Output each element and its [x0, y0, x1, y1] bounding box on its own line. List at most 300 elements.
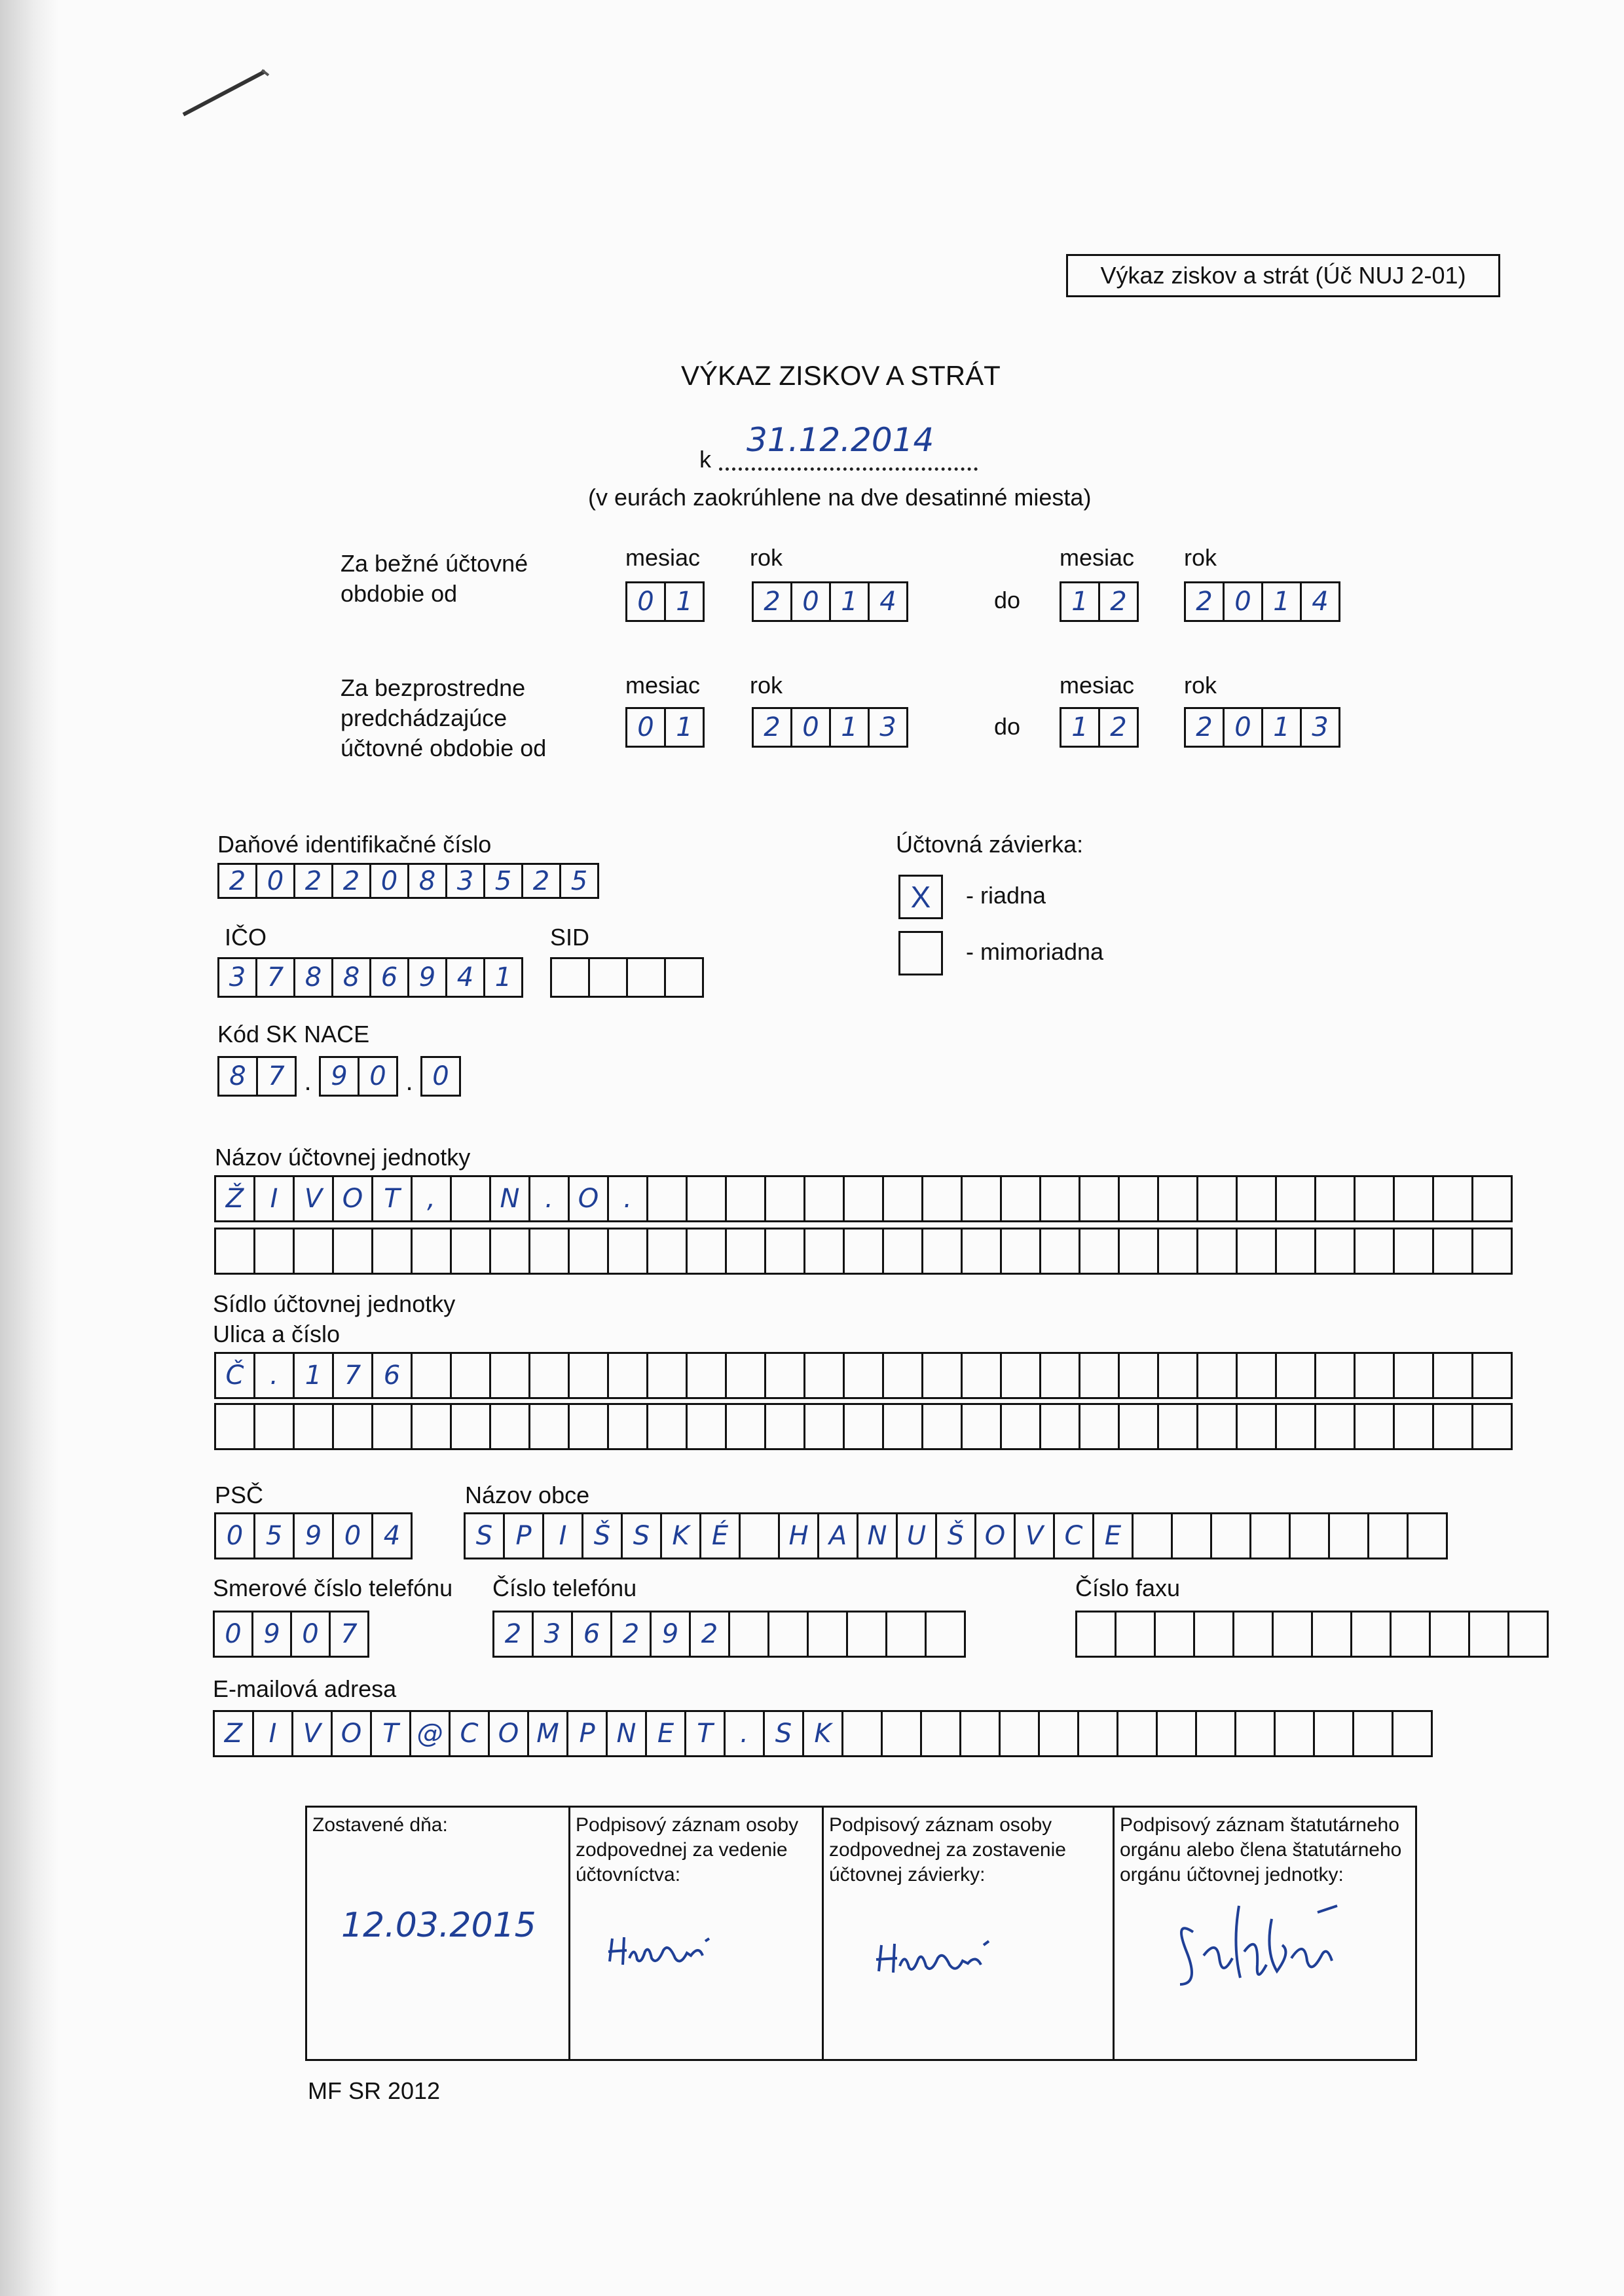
- field-cell[interactable]: 3: [532, 1611, 573, 1658]
- field-cell[interactable]: 1: [293, 1352, 334, 1399]
- field-cell[interactable]: 9: [650, 1611, 691, 1658]
- field-cell[interactable]: [803, 1403, 845, 1450]
- field-cell[interactable]: [1432, 1228, 1473, 1275]
- field-cell[interactable]: [1116, 1710, 1158, 1757]
- field-cell[interactable]: [1196, 1352, 1238, 1399]
- field-cell[interactable]: 2: [217, 863, 257, 899]
- field-cell[interactable]: 4: [1300, 581, 1340, 622]
- field-cell[interactable]: [1157, 1352, 1198, 1399]
- field-cell[interactable]: [1079, 1175, 1120, 1222]
- field-cell[interactable]: [1354, 1175, 1395, 1222]
- field-cell[interactable]: 3: [868, 707, 908, 748]
- field-cell[interactable]: [371, 1403, 413, 1450]
- field-cell[interactable]: [882, 1352, 923, 1399]
- field-cell[interactable]: [214, 1403, 255, 1450]
- field-cell[interactable]: [1432, 1403, 1473, 1450]
- field-cell[interactable]: 8: [407, 863, 447, 899]
- field-cell[interactable]: [686, 1175, 727, 1222]
- field-cell[interactable]: T: [684, 1710, 726, 1757]
- field-cell[interactable]: [646, 1403, 688, 1450]
- field-cell[interactable]: 1: [1060, 581, 1100, 622]
- field-cell[interactable]: [1234, 1710, 1276, 1757]
- field-cell[interactable]: [568, 1352, 609, 1399]
- field-cell[interactable]: ,: [411, 1175, 452, 1222]
- field-cell[interactable]: 3: [1300, 707, 1340, 748]
- street-row-1[interactable]: [214, 1352, 1513, 1399]
- field-cell[interactable]: [1314, 1228, 1356, 1275]
- field-cell[interactable]: [843, 1403, 884, 1450]
- field-cell[interactable]: M: [527, 1710, 568, 1757]
- field-cell[interactable]: [1171, 1512, 1212, 1559]
- field-cell[interactable]: [1000, 1352, 1041, 1399]
- field-cell[interactable]: [568, 1228, 609, 1275]
- sid-field[interactable]: [550, 957, 704, 998]
- field-cell[interactable]: [550, 957, 590, 998]
- field-cell[interactable]: O: [488, 1710, 529, 1757]
- field-cell[interactable]: [607, 1228, 648, 1275]
- field-cell[interactable]: [1468, 1611, 1509, 1658]
- field-cell[interactable]: [450, 1175, 491, 1222]
- field-cell[interactable]: [1390, 1611, 1431, 1658]
- field-cell[interactable]: 0: [332, 1512, 373, 1559]
- current-to-month[interactable]: [1060, 581, 1139, 622]
- field-cell[interactable]: 0: [790, 707, 831, 748]
- email-field[interactable]: [213, 1710, 1433, 1757]
- field-cell[interactable]: 7: [255, 957, 295, 998]
- field-cell[interactable]: [1432, 1352, 1473, 1399]
- field-cell[interactable]: 2: [492, 1611, 534, 1658]
- closing-extraordinary-checkbox[interactable]: [898, 931, 943, 975]
- field-cell[interactable]: .: [528, 1175, 570, 1222]
- field-cell[interactable]: [332, 1403, 373, 1450]
- field-cell[interactable]: C: [1053, 1512, 1094, 1559]
- field-cell[interactable]: 0: [1223, 581, 1263, 622]
- field-cell[interactable]: [1157, 1175, 1198, 1222]
- field-cell[interactable]: [1000, 1175, 1041, 1222]
- field-cell[interactable]: [626, 957, 666, 998]
- field-cell[interactable]: .: [253, 1352, 295, 1399]
- field-cell[interactable]: U: [896, 1512, 937, 1559]
- field-cell[interactable]: 2: [610, 1611, 652, 1658]
- field-cell[interactable]: [921, 1228, 963, 1275]
- field-cell[interactable]: Š: [581, 1512, 623, 1559]
- field-cell[interactable]: [1118, 1352, 1159, 1399]
- field-cell[interactable]: [961, 1228, 1002, 1275]
- field-cell[interactable]: Š: [935, 1512, 976, 1559]
- field-cell[interactable]: 2: [521, 863, 561, 899]
- field-cell[interactable]: P: [566, 1710, 608, 1757]
- field-cell[interactable]: 9: [319, 1056, 360, 1097]
- field-cell[interactable]: 9: [251, 1611, 292, 1658]
- field-cell[interactable]: [686, 1228, 727, 1275]
- scan-edge-shadow: [0, 0, 59, 2296]
- field-cell[interactable]: .: [724, 1710, 765, 1757]
- field-cell[interactable]: [1275, 1228, 1316, 1275]
- field-cell[interactable]: [843, 1352, 884, 1399]
- field-cell[interactable]: I: [252, 1710, 293, 1757]
- fax-field[interactable]: [1075, 1611, 1549, 1658]
- field-cell[interactable]: 6: [571, 1611, 612, 1658]
- field-cell[interactable]: [921, 1352, 963, 1399]
- field-cell[interactable]: [1350, 1611, 1392, 1658]
- field-cell[interactable]: 0: [625, 707, 666, 748]
- city-field[interactable]: [464, 1512, 1448, 1559]
- field-cell[interactable]: 2: [1184, 581, 1225, 622]
- field-cell[interactable]: [921, 1175, 963, 1222]
- field-cell[interactable]: [1118, 1228, 1159, 1275]
- ico-field[interactable]: [217, 957, 523, 998]
- field-cell[interactable]: [1471, 1403, 1513, 1450]
- field-cell[interactable]: [1432, 1175, 1473, 1222]
- field-cell[interactable]: [920, 1710, 961, 1757]
- field-cell[interactable]: [253, 1228, 295, 1275]
- field-cell[interactable]: [1157, 1403, 1198, 1450]
- field-cell[interactable]: S: [763, 1710, 804, 1757]
- field-cell[interactable]: [1313, 1710, 1354, 1757]
- field-cell[interactable]: [764, 1352, 805, 1399]
- field-cell[interactable]: 2: [689, 1611, 730, 1658]
- field-cell[interactable]: A: [817, 1512, 858, 1559]
- field-cell[interactable]: [528, 1352, 570, 1399]
- statutory-signature-cell: [1115, 1808, 1415, 2059]
- field-cell[interactable]: 0: [290, 1611, 331, 1658]
- field-cell[interactable]: [450, 1403, 491, 1450]
- closing-extraordinary-label: - mimoriadna: [966, 938, 1104, 965]
- field-cell[interactable]: [725, 1228, 766, 1275]
- field-cell[interactable]: H: [778, 1512, 819, 1559]
- field-cell[interactable]: [411, 1403, 452, 1450]
- field-cell[interactable]: [843, 1175, 884, 1222]
- field-cell[interactable]: 0: [369, 863, 409, 899]
- field-cell[interactable]: T: [371, 1175, 413, 1222]
- field-cell[interactable]: [961, 1175, 1002, 1222]
- field-cell[interactable]: 1: [1261, 581, 1302, 622]
- field-cell[interactable]: 1: [483, 957, 523, 998]
- previous-to-month[interactable]: [1060, 707, 1139, 748]
- field-cell[interactable]: V: [291, 1710, 333, 1757]
- dic-field[interactable]: [217, 863, 599, 899]
- field-cell[interactable]: N: [489, 1175, 530, 1222]
- field-cell[interactable]: E: [645, 1710, 686, 1757]
- field-cell[interactable]: S: [621, 1512, 662, 1559]
- field-cell[interactable]: 0: [255, 863, 295, 899]
- field-cell[interactable]: V: [1014, 1512, 1055, 1559]
- field-cell[interactable]: [332, 1228, 373, 1275]
- field-cell[interactable]: [925, 1611, 966, 1658]
- field-cell[interactable]: [843, 1228, 884, 1275]
- current-from-year[interactable]: [752, 581, 908, 622]
- field-cell[interactable]: [293, 1403, 334, 1450]
- field-cell[interactable]: 6: [371, 1352, 413, 1399]
- field-cell[interactable]: 8: [293, 957, 333, 998]
- field-cell[interactable]: 1: [1261, 707, 1302, 748]
- field-cell[interactable]: [1274, 1710, 1315, 1757]
- field-cell[interactable]: [1314, 1403, 1356, 1450]
- field-cell[interactable]: [1000, 1228, 1041, 1275]
- field-cell[interactable]: [489, 1352, 530, 1399]
- field-cell[interactable]: 4: [445, 957, 485, 998]
- field-cell[interactable]: 2: [331, 863, 371, 899]
- field-cell[interactable]: [1393, 1175, 1434, 1222]
- field-cell[interactable]: 0: [420, 1056, 461, 1097]
- field-cell[interactable]: [1079, 1228, 1120, 1275]
- field-cell[interactable]: [646, 1228, 688, 1275]
- current-to-year[interactable]: [1184, 581, 1340, 622]
- field-cell[interactable]: 0: [213, 1611, 253, 1658]
- field-cell[interactable]: [253, 1403, 295, 1450]
- field-cell[interactable]: 8: [217, 1056, 258, 1097]
- previous-from-month[interactable]: [625, 707, 705, 748]
- closing-ordinary-checkbox[interactable]: [898, 875, 943, 919]
- field-cell[interactable]: [1196, 1403, 1238, 1450]
- field-cell[interactable]: [1392, 1710, 1433, 1757]
- field-cell[interactable]: [1354, 1352, 1395, 1399]
- field-cell[interactable]: [725, 1175, 766, 1222]
- field-cell[interactable]: [1000, 1403, 1041, 1450]
- field-cell[interactable]: [1507, 1611, 1549, 1658]
- field-cell[interactable]: [725, 1403, 766, 1450]
- closing-ordinary-mark: X: [910, 880, 931, 914]
- field-cell[interactable]: [921, 1403, 963, 1450]
- field-cell[interactable]: [607, 1403, 648, 1450]
- field-cell[interactable]: 2: [1098, 707, 1139, 748]
- field-cell[interactable]: [1354, 1403, 1395, 1450]
- field-cell[interactable]: [1249, 1512, 1291, 1559]
- field-cell[interactable]: I: [542, 1512, 583, 1559]
- field-cell[interactable]: [1429, 1611, 1470, 1658]
- field-cell[interactable]: [1038, 1710, 1079, 1757]
- field-cell[interactable]: [1236, 1228, 1277, 1275]
- field-cell[interactable]: 7: [332, 1352, 373, 1399]
- field-cell[interactable]: [1314, 1175, 1356, 1222]
- field-cell[interactable]: 1: [664, 707, 705, 748]
- field-cell[interactable]: [767, 1611, 809, 1658]
- field-cell[interactable]: [803, 1228, 845, 1275]
- field-cell[interactable]: [881, 1710, 922, 1757]
- field-cell[interactable]: [803, 1175, 845, 1222]
- field-cell[interactable]: [882, 1403, 923, 1450]
- field-cell[interactable]: [1314, 1352, 1356, 1399]
- field-cell[interactable]: [1236, 1352, 1277, 1399]
- field-cell[interactable]: [1193, 1611, 1234, 1658]
- field-cell[interactable]: [885, 1611, 927, 1658]
- area-code-field[interactable]: [213, 1611, 369, 1658]
- field-cell[interactable]: 4: [868, 581, 908, 622]
- field-cell[interactable]: @: [409, 1710, 451, 1757]
- field-cell[interactable]: [1275, 1175, 1316, 1222]
- field-cell[interactable]: [528, 1403, 570, 1450]
- field-cell[interactable]: [646, 1352, 688, 1399]
- field-cell[interactable]: [1393, 1352, 1434, 1399]
- field-cell[interactable]: O: [974, 1512, 1016, 1559]
- field-cell[interactable]: [450, 1352, 491, 1399]
- field-cell[interactable]: I: [253, 1175, 295, 1222]
- field-cell[interactable]: [882, 1175, 923, 1222]
- field-cell[interactable]: 1: [664, 581, 705, 622]
- field-cell[interactable]: 5: [483, 863, 523, 899]
- field-cell[interactable]: 8: [331, 957, 371, 998]
- nace-field[interactable]: [217, 1056, 461, 1097]
- field-cell[interactable]: [1232, 1611, 1274, 1658]
- field-cell[interactable]: [1275, 1403, 1316, 1450]
- field-cell[interactable]: C: [449, 1710, 490, 1757]
- entity-name-row-1[interactable]: [214, 1175, 1513, 1222]
- field-cell[interactable]: [1328, 1512, 1369, 1559]
- field-cell[interactable]: [1289, 1512, 1330, 1559]
- field-cell[interactable]: E: [1092, 1512, 1134, 1559]
- field-cell[interactable]: [1272, 1611, 1313, 1658]
- field-cell[interactable]: [568, 1403, 609, 1450]
- field-cell[interactable]: N: [606, 1710, 647, 1757]
- field-cell[interactable]: [1393, 1403, 1434, 1450]
- field-cell[interactable]: 2: [752, 581, 792, 622]
- field-cell[interactable]: [528, 1228, 570, 1275]
- field-cell[interactable]: [959, 1710, 1001, 1757]
- field-cell[interactable]: [739, 1512, 780, 1559]
- field-cell[interactable]: P: [503, 1512, 544, 1559]
- field-cell[interactable]: 5: [253, 1512, 295, 1559]
- field-cell[interactable]: [1210, 1512, 1251, 1559]
- field-cell[interactable]: [1352, 1710, 1393, 1757]
- psc-field[interactable]: [214, 1512, 413, 1559]
- entity-name-row-2[interactable]: [214, 1228, 1513, 1275]
- field-cell[interactable]: 1: [829, 707, 870, 748]
- field-cell[interactable]: 2: [1098, 581, 1139, 622]
- field-cell[interactable]: [1195, 1710, 1236, 1757]
- field-cell[interactable]: [686, 1352, 727, 1399]
- field-cell[interactable]: 0: [358, 1056, 398, 1097]
- field-cell[interactable]: 2: [1184, 707, 1225, 748]
- field-cell[interactable]: [1471, 1352, 1513, 1399]
- field-cell[interactable]: [1115, 1611, 1156, 1658]
- field-cell[interactable]: [1311, 1611, 1352, 1658]
- field-cell[interactable]: [1118, 1175, 1159, 1222]
- field-cell[interactable]: [1154, 1611, 1195, 1658]
- field-cell[interactable]: [411, 1352, 452, 1399]
- field-cell[interactable]: [1236, 1175, 1277, 1222]
- field-cell[interactable]: [1079, 1352, 1120, 1399]
- field-cell[interactable]: [725, 1352, 766, 1399]
- field-cell[interactable]: [489, 1403, 530, 1450]
- field-cell[interactable]: [1039, 1403, 1080, 1450]
- field-cell[interactable]: 2: [752, 707, 792, 748]
- field-cell[interactable]: O: [332, 1175, 373, 1222]
- field-cell[interactable]: O: [568, 1175, 609, 1222]
- field-cell[interactable]: [1196, 1175, 1238, 1222]
- field-cell[interactable]: [1407, 1512, 1448, 1559]
- field-cell[interactable]: K: [660, 1512, 701, 1559]
- field-cell[interactable]: [1196, 1228, 1238, 1275]
- field-cell[interactable]: [1039, 1352, 1080, 1399]
- field-cell[interactable]: [1471, 1175, 1513, 1222]
- field-cell[interactable]: 2: [293, 863, 333, 899]
- field-cell[interactable]: [841, 1710, 883, 1757]
- field-cell[interactable]: [764, 1228, 805, 1275]
- field-cell[interactable]: 7: [256, 1056, 297, 1097]
- previous-from-year[interactable]: [752, 707, 908, 748]
- field-cell[interactable]: [686, 1403, 727, 1450]
- field-cell[interactable]: [1471, 1228, 1513, 1275]
- current-from-month[interactable]: [625, 581, 705, 622]
- field-cell[interactable]: [588, 957, 628, 998]
- field-cell[interactable]: 1: [829, 581, 870, 622]
- field-cell[interactable]: [664, 957, 704, 998]
- field-cell[interactable]: N: [857, 1512, 898, 1559]
- field-cell[interactable]: [1077, 1710, 1118, 1757]
- field-cell[interactable]: 3: [217, 957, 257, 998]
- field-cell[interactable]: 1: [1060, 707, 1100, 748]
- field-cell[interactable]: Z: [213, 1710, 254, 1757]
- field-cell[interactable]: 3: [445, 863, 485, 899]
- field-cell[interactable]: [1354, 1228, 1395, 1275]
- field-cell[interactable]: [450, 1228, 491, 1275]
- field-cell[interactable]: T: [370, 1710, 411, 1757]
- field-cell[interactable]: 5: [559, 863, 599, 899]
- field-cell[interactable]: [961, 1403, 1002, 1450]
- field-cell[interactable]: 9: [407, 957, 447, 998]
- field-cell[interactable]: O: [331, 1710, 372, 1757]
- previous-to-year[interactable]: [1184, 707, 1340, 748]
- field-cell[interactable]: [764, 1403, 805, 1450]
- field-cell[interactable]: [764, 1175, 805, 1222]
- field-cell[interactable]: [807, 1611, 848, 1658]
- field-cell[interactable]: [999, 1710, 1040, 1757]
- field-cell[interactable]: 9: [293, 1512, 334, 1559]
- field-cell[interactable]: 6: [369, 957, 409, 998]
- field-cell[interactable]: [371, 1228, 413, 1275]
- street-row-2[interactable]: [214, 1403, 1513, 1450]
- phone-field[interactable]: [492, 1611, 966, 1658]
- field-cell[interactable]: 0: [214, 1512, 255, 1559]
- field-cell[interactable]: [1075, 1611, 1116, 1658]
- field-cell[interactable]: K: [802, 1710, 843, 1757]
- field-cell[interactable]: [961, 1352, 1002, 1399]
- field-cell[interactable]: [214, 1228, 255, 1275]
- field-cell[interactable]: É: [699, 1512, 741, 1559]
- field-cell[interactable]: S: [464, 1512, 505, 1559]
- field-cell[interactable]: [1275, 1352, 1316, 1399]
- field-cell[interactable]: [803, 1352, 845, 1399]
- field-cell[interactable]: 0: [1223, 707, 1263, 748]
- field-cell[interactable]: [1393, 1228, 1434, 1275]
- field-cell[interactable]: [882, 1228, 923, 1275]
- field-cell[interactable]: 4: [371, 1512, 413, 1559]
- field-cell[interactable]: 7: [329, 1611, 369, 1658]
- field-cell[interactable]: [1367, 1512, 1409, 1559]
- field-cell[interactable]: [489, 1228, 530, 1275]
- field-cell[interactable]: [411, 1228, 452, 1275]
- field-cell[interactable]: [293, 1228, 334, 1275]
- field-cell[interactable]: 0: [790, 581, 831, 622]
- field-cell[interactable]: [1039, 1228, 1080, 1275]
- field-cell[interactable]: V: [293, 1175, 334, 1222]
- field-cell[interactable]: [1118, 1403, 1159, 1450]
- field-cell[interactable]: [1236, 1403, 1277, 1450]
- field-cell[interactable]: 0: [625, 581, 666, 622]
- field-cell[interactable]: [1157, 1228, 1198, 1275]
- field-cell[interactable]: Č: [214, 1352, 255, 1399]
- field-cell[interactable]: [646, 1175, 688, 1222]
- field-cell[interactable]: [846, 1611, 887, 1658]
- field-cell[interactable]: [1039, 1175, 1080, 1222]
- field-cell[interactable]: .: [607, 1175, 648, 1222]
- field-cell[interactable]: [728, 1611, 769, 1658]
- field-cell[interactable]: [607, 1352, 648, 1399]
- field-cell[interactable]: Ž: [214, 1175, 255, 1222]
- field-cell[interactable]: [1132, 1512, 1173, 1559]
- field-cell[interactable]: [1079, 1403, 1120, 1450]
- field-cell[interactable]: [1156, 1710, 1197, 1757]
